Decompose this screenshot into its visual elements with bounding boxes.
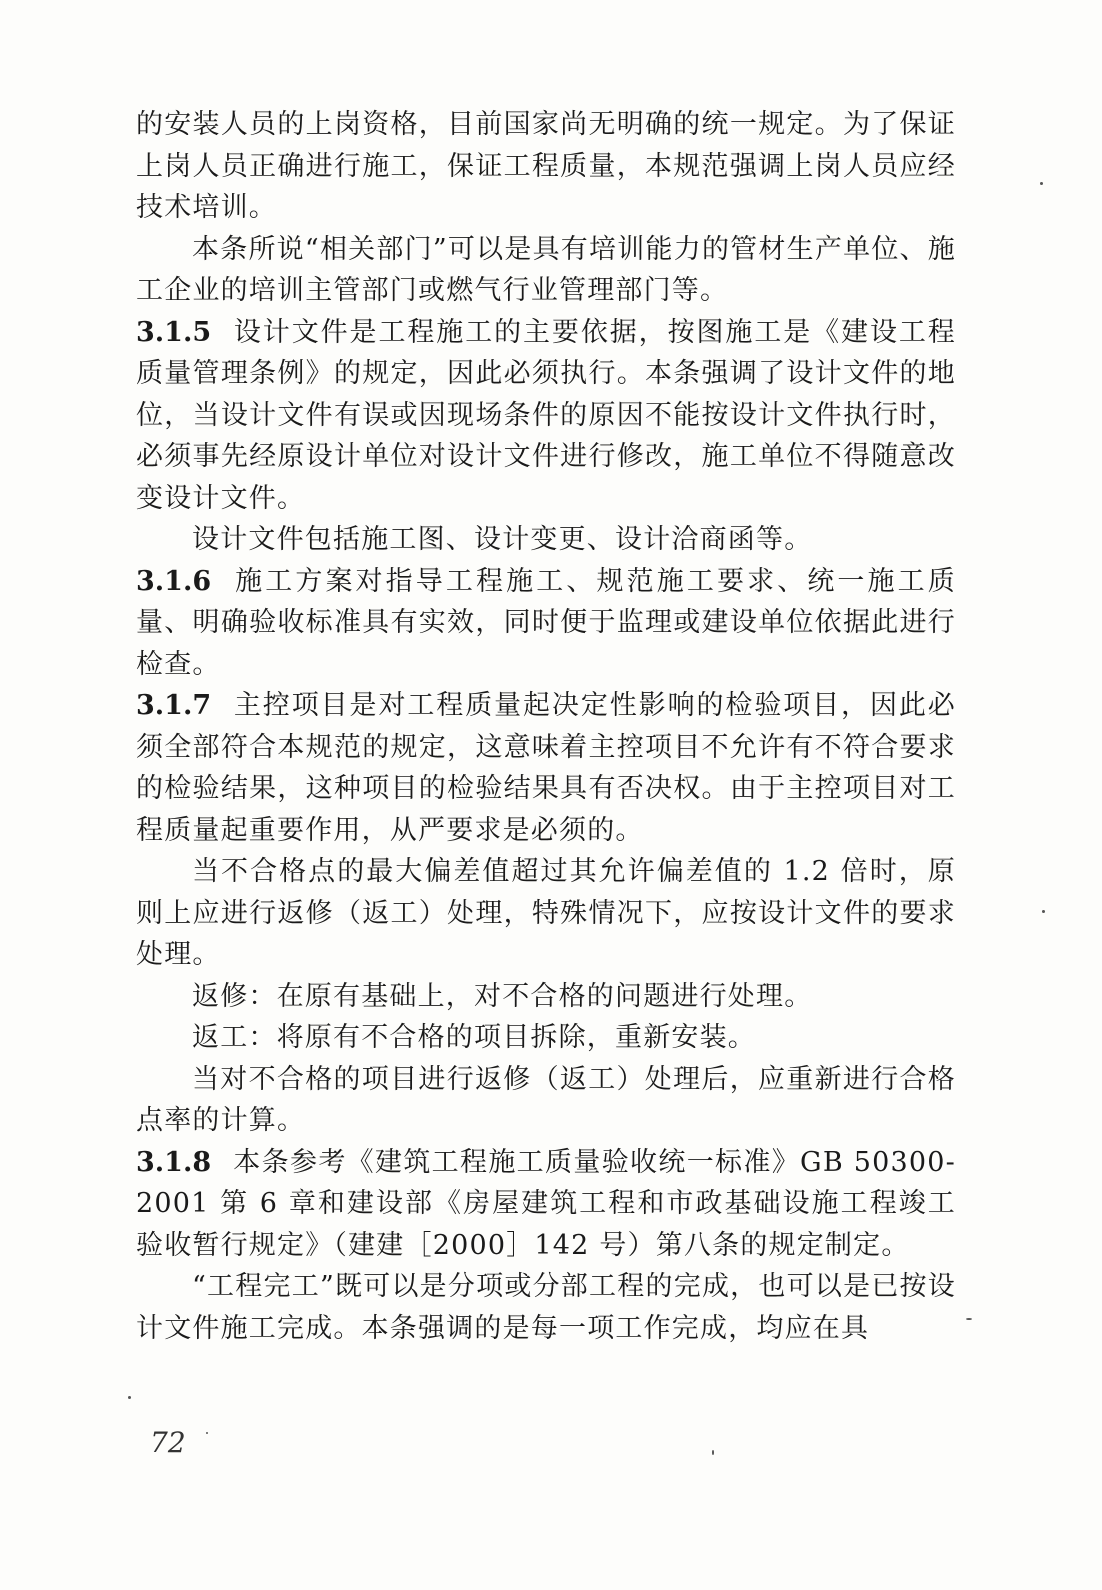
paragraph-text: 本条参考《建筑工程施工质量验收统一标准》GB 50300-2001 第 6 章和建设部《房屋建筑工程和市政基础设施工程竣工验收暂行规定》（建建［2000］142 号）第八条的规定制定。: [136, 1146, 956, 1261]
clause-number: 3.1.7: [136, 690, 212, 721]
paragraph-project-completion: [136, 1266, 956, 1349]
paragraph-text: 本条所说“相关部门”可以是具有培训能力的管材生产单位、施工企业的培训主管部门或燃气行业管理部门等。: [136, 233, 956, 306]
paragraph-text: 施工方案对指导工程施工、规范施工要求、统一施工质量、明确验收标准具有实效，同时便于监理或建设单位依据此进行检查。: [136, 565, 956, 680]
paragraph-text: “工程完工”既可以是分项或分部工程的完成，也可以是已按设计文件施工完成。本条强调的是每一项工作完成，均应在具: [136, 1271, 956, 1344]
clause-3-1-5: [136, 312, 956, 520]
scan-speck: [206, 1432, 208, 1434]
clause-number: 3.1.8: [136, 1146, 212, 1178]
paragraph-continuation: [136, 104, 956, 229]
paragraph-text: 的安装人员的上岗资格，目前国家尚无明确的统一规定。为了保证上岗人员正确进行施工，保证工程质量，本规范强调上岗人员应经技术培训。: [136, 109, 956, 223]
scan-speck: [1042, 910, 1045, 913]
scan-speck: [966, 1318, 972, 1320]
paragraph-text: 主控项目是对工程质量起决定性影响的检验项目，因此必须全部符合本规范的规定，这意味着主控项目不允许有不符合要求的检验结果，这种项目的检验结果具有否决权。由于主控项目对工程质量起重要作用，从严要求是必须的。: [136, 690, 956, 846]
paragraph-text: 设计文件包括施工图、设计变更、设计洽商函等。: [192, 524, 813, 555]
paragraph-design-documents: [136, 519, 956, 561]
clause-number: 3.1.6: [136, 565, 212, 597]
paragraph-text: 返工：将原有不合格的项目拆除，重新安装。: [192, 1022, 756, 1053]
clause-3-1-8: [136, 1142, 956, 1267]
body-text: [136, 104, 956, 1349]
paragraph-text: 设计文件是工程施工的主要依据，按图施工是《建设工程质量管理条例》的规定，因此必须执行。本条强调了设计文件的地位，当设计文件有误或因现场条件的原因不能按设计文件执行时，必须事先经原设计单位对设计文件进行修改，施工单位不得随意改变设计文件。: [136, 316, 956, 514]
clause-number: 3.1.5: [136, 316, 212, 348]
paragraph-rework-definition: [136, 1017, 956, 1059]
paragraph-text: 返修：在原有基础上，对不合格的问题进行处理。: [192, 980, 813, 1012]
paragraph-repair-definition: [136, 976, 956, 1018]
page-number: 72: [150, 1426, 186, 1459]
paragraph-text: 当不合格点的最大偏差值超过其允许偏差值的 1.2 倍时，原则上应进行返修（返工）处理，特殊情况下，应按设计文件的要求处理。: [136, 856, 956, 970]
scan-speck: [712, 1450, 714, 1455]
scan-speck: [128, 1396, 131, 1399]
paragraph-deviation-rework: [136, 851, 956, 976]
clause-3-1-7: [136, 685, 956, 851]
clause-3-1-6: [136, 561, 956, 686]
paragraph-related-departments: [136, 229, 956, 312]
paragraph-recalculation: [136, 1059, 956, 1142]
paragraph-text: 当对不合格的项目进行返修（返工）处理后，应重新进行合格点率的计算。: [136, 1063, 956, 1136]
scan-speck: [1040, 182, 1043, 185]
